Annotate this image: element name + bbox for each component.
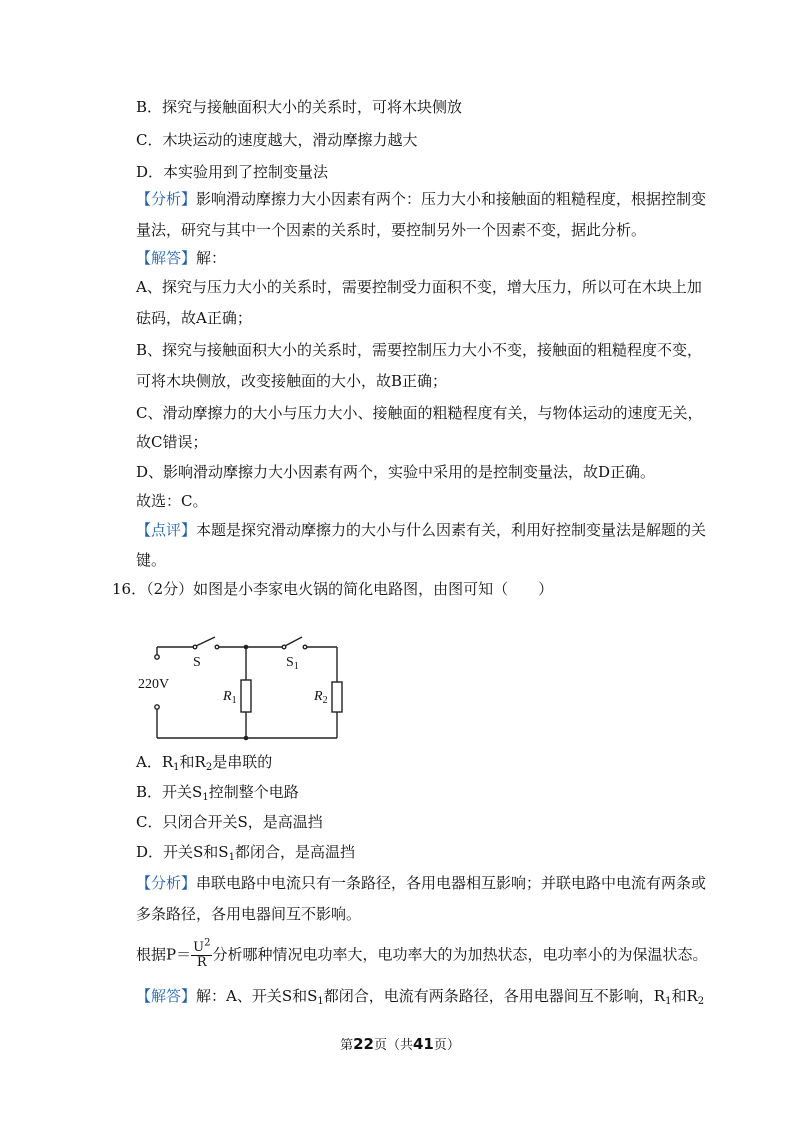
page-footer: 第22页（共41页） — [340, 1035, 460, 1053]
q15-comment-line-2: 键。 — [136, 551, 167, 569]
page-number: 22 — [353, 1035, 374, 1053]
analysis-text: 影响滑动摩擦力大小因素有两个：压力大小和接触面的粗糙程度，根据控制变 — [196, 190, 707, 208]
q16-option-b: B．开关$S_1$控制整个电路 — [136, 783, 299, 803]
power-formula-fraction: $\frac{U^2}{R}$ — [193, 937, 211, 970]
q15-option-b: B．探究与接触面积大小的关系时，可将木块侧放 — [136, 98, 463, 116]
comment-tag: 【点评】 — [136, 521, 197, 539]
q15-answer-b-line-2: 可将木块侧放，改变接触面的大小，故B正确； — [136, 372, 448, 390]
answer-tag: 【解答】 — [136, 987, 197, 1005]
q16-option-a: A．$R_1$和$R_2$是串联的 — [136, 753, 273, 773]
q15-answer-heading — [136, 248, 226, 268]
answer-intro: 解： — [196, 249, 227, 267]
q15-option-c: C．木块运动的速度越大，滑动摩擦力越大 — [136, 131, 418, 149]
q15-answer-a-line-2: 砝码，故A正确； — [136, 309, 252, 327]
answer-tag: 【解答】 — [136, 249, 197, 267]
q15-choice: 故选：C。 — [136, 492, 208, 510]
q15-analysis-line-1 — [136, 189, 706, 209]
q16-analysis-line-1: 【分析】串联电路中电流只有一条路径，各用电器相互影响；并联电路中电流有两条或 — [136, 874, 707, 892]
q16-analysis-line-2: 多条路径，各用电器间互不影响。 — [136, 905, 362, 923]
q15-answer-c-line-2: 故C错误； — [136, 433, 208, 451]
q16-formula-line: 根据P＝ $\frac{U^2}{R}$ 分析哪种情况电功率大，电功率大的为加热状态，电功率小的为保温状态。 — [136, 937, 708, 970]
q15-answer-a-line-1: A、探究与压力大小的关系时，需要控制受力面积不变，增大压力，所以可在木块上加 — [136, 278, 702, 296]
circuit-diagram — [135, 630, 355, 745]
q15-answer-c-line-1: C、滑动摩擦力的大小与压力大小、接触面的粗糙程度有关，与物体运动的速度无关， — [136, 404, 703, 422]
comment-text: 本题是探究滑动摩擦力的大小与什么因素有关，利用好控制变量法是解题的关 — [196, 521, 707, 539]
q15-answer-b-line-1: B、探究与接触面积大小的关系时，需要控制压力大小不变，接触面的粗糙程度不变， — [136, 341, 703, 359]
q16-answer-line: 【解答】解：A、开关S和$S_1$都闭合，电流有两条路径，各用电器间互不影响，$R_1$和$R_2$ — [136, 987, 705, 1007]
analysis-tag: 【分析】 — [136, 190, 197, 208]
switch-s1-label: $S_1$ — [286, 655, 299, 672]
q16-option-c: C．只闭合开关S，是高温挡 — [136, 813, 323, 831]
voltage-label: 220V — [138, 677, 170, 692]
total-pages: 41 — [413, 1035, 434, 1053]
analysis-tag: 【分析】 — [136, 874, 197, 892]
q15-analysis-line-2: 量法，研究与其中一个因素的关系时，要控制另外一个因素不变，据此分析。 — [136, 221, 647, 239]
r1-label: $R_1$ — [223, 689, 237, 706]
q15-comment-line-1 — [136, 520, 706, 540]
q16-option-d: D．开关S和$S_1$都闭合，是高温挡 — [136, 843, 355, 863]
q15-option-d: D．本实验用到了控制变量法 — [136, 163, 329, 181]
r2-label: $R_2$ — [314, 689, 328, 706]
switch-s-label: S — [193, 655, 201, 670]
q16-stem: 16．（2分）如图是小李家电火锅的简化电路图，由图可知（ ） — [112, 580, 554, 598]
q15-answer-d: D、影响滑动摩擦力大小因素有两个，实验中采用的是控制变量法，故D正确。 — [136, 463, 656, 481]
